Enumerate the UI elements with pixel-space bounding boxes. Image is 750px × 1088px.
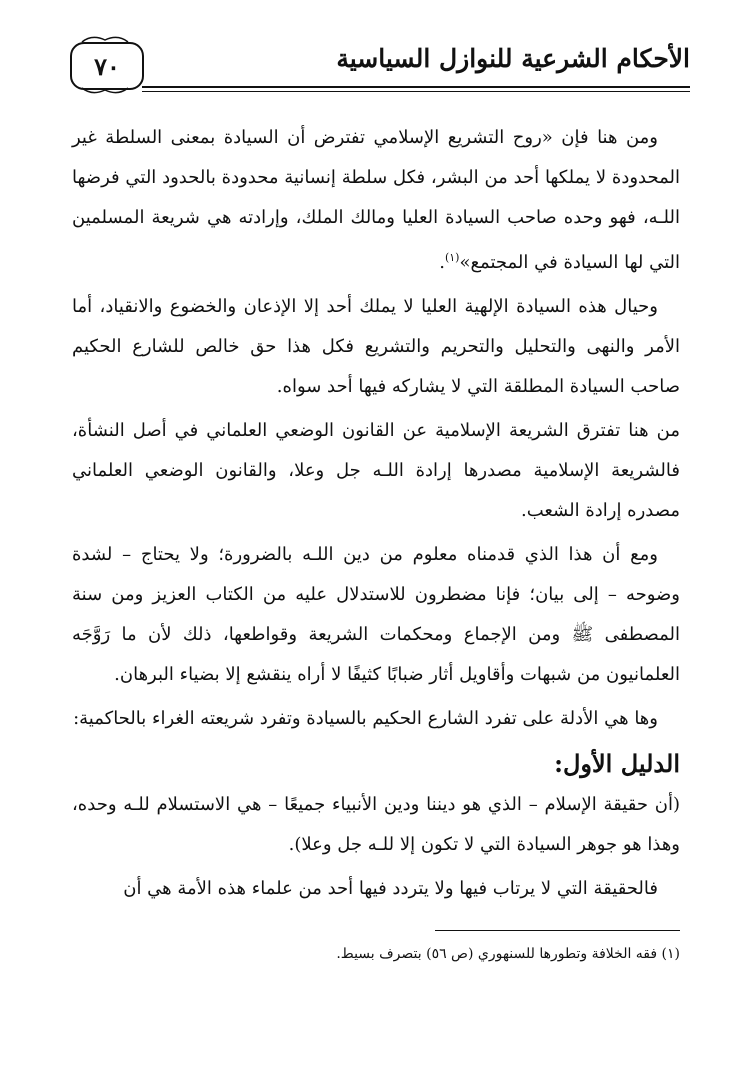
- paragraph: وها هي الأدلة على تفرد الشارع الحكيم بالسيادة وتفرد شريعته الغراء بالحاكمية:: [73, 708, 658, 729]
- header-rule: [142, 91, 690, 92]
- paragraph: من هنا تفترق الشريعة الإسلامية عن القانون الوضعي العلماني في أصل النشأة، فالشريعة الإسلامية مصدرها إرادة اللـه جل وعلا، والقانون الوضعي العلماني مصدره إرادة الشعب.: [72, 420, 680, 521]
- page-number: ٧٠: [70, 42, 144, 90]
- footnote-reference[interactable]: (١): [444, 251, 460, 264]
- footnote-separator: [435, 930, 680, 931]
- paragraph: ومع أن هذا الذي قدمناه معلوم من دين اللـه بالضرورة؛ ولا يحتاج – لشدة وضوحه – إلى بيان؛ فإنا مضطرون للاستدلال عليه من الكتاب العزيز ومن سنة المصطفى ﷺ ومن الإجماع ومحكمات الشريعة وقواطعها، ذلك لأن ما رَوَّجَه العلمانيون من شبهات وأقاويل أثار ضبابًا كثيفًا لا أراه ينقشع إلا بضياء البرهان.: [72, 544, 680, 685]
- paragraph: فالحقيقة التي لا يرتاب فيها ولا يتردد فيها أحد من علماء هذه الأمة هي أن: [123, 878, 658, 899]
- paragraph: وحيال هذه السيادة الإلهية العليا لا يملك أحد إلا الإذعان والخضوع والانقياد، أما الأمر والنهى والتحليل والتحريم والتشريع فكل هذا حق خالص للشارع الحكيم صاحب السيادة المطلقة التي لا يشاركه فيها أحد سواه.: [72, 296, 680, 397]
- footnote: (١) فقه الخلافة وتطورها للسنهوري (ص ٥٦) بتصرف بسيط.: [336, 946, 680, 962]
- header-rule: [142, 86, 690, 88]
- section-heading: الدليل الأول:: [554, 749, 680, 778]
- paragraph: ومن هنا فإن «روح التشريع الإسلامي تفترض أن السيادة بمعنى السلطة غير المحدودة لا يملكها أحد من البشر، فكل سلطة إنسانية محدودة بالحدود التي فرضها اللـه، فهو وحده صاحب السيادة العليا ومالك الملك، وإرادته هي شريعة المسلمين التي لها السيادة في المجتمع»$^{(١)}$.: [72, 127, 680, 273]
- page-header: [70, 34, 690, 96]
- running-title: الأحكام الشرعية للنوازل السياسية: [336, 44, 690, 73]
- paragraph: (أن حقيقة الإسلام – الذي هو ديننا ودين الأنبياء جميعًا – هي الاستسلام للـه وحده، وهذا هو جوهر السيادة التي لا تكون إلا للـه جل وعلا).: [72, 794, 680, 855]
- page-body: [72, 118, 680, 913]
- ornament-icon: [80, 86, 130, 96]
